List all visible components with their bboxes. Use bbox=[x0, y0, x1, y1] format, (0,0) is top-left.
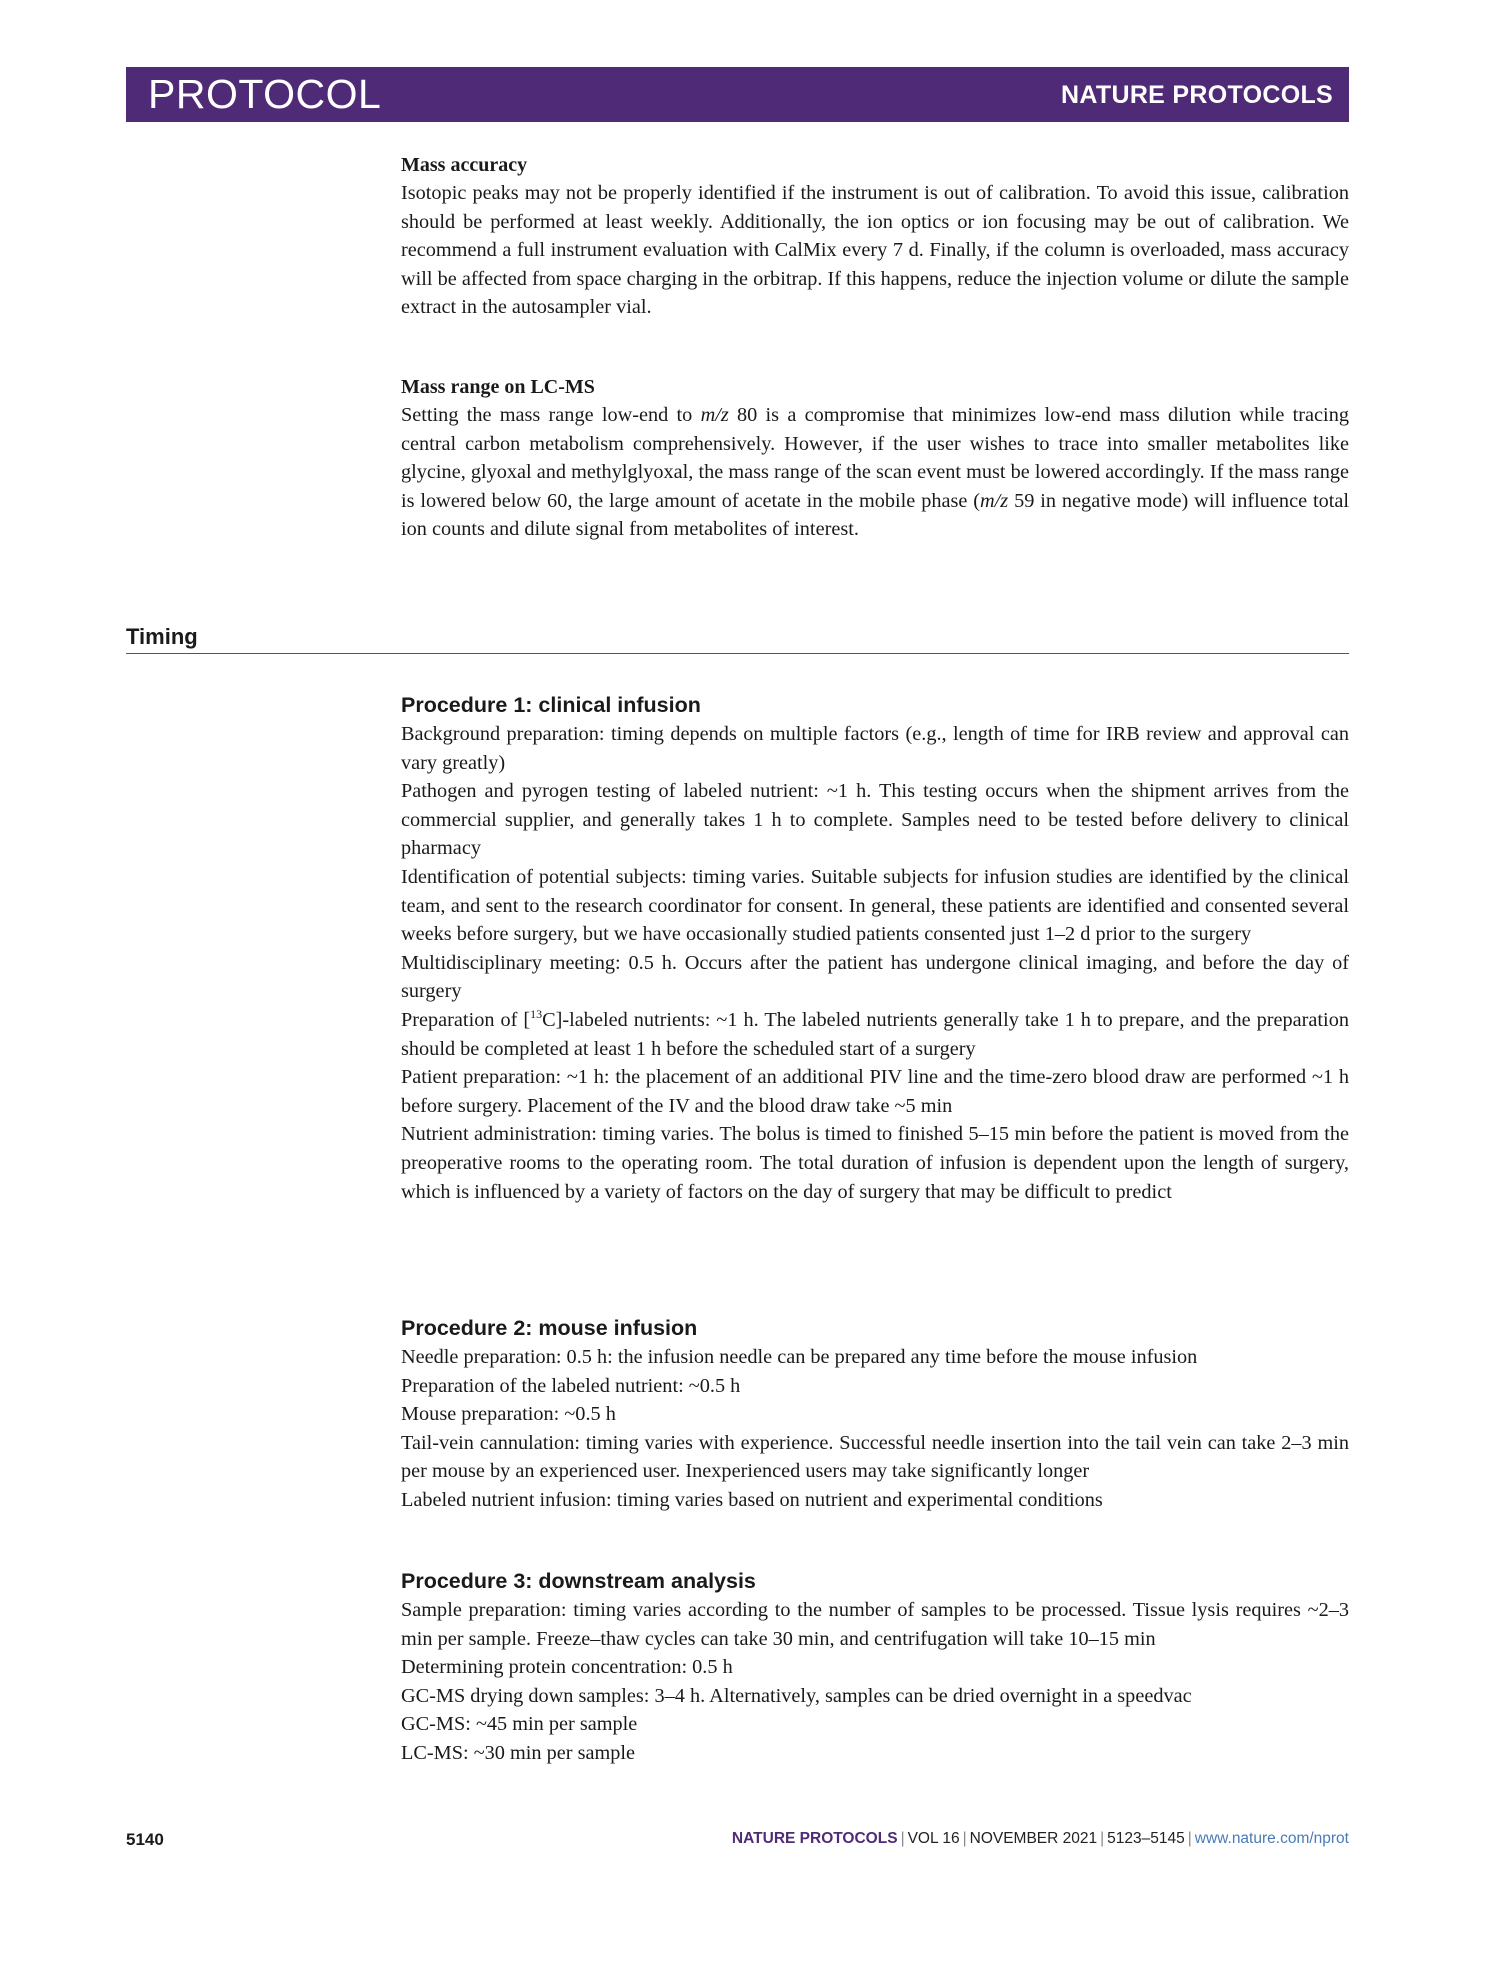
procedure-1-section bbox=[401, 690, 1349, 1206]
mass-accuracy-title: Mass accuracy bbox=[401, 154, 528, 176]
procedure-1-title: Procedure 1: clinical infusion bbox=[401, 693, 701, 717]
list-item: Mouse preparation: ~0.5 h bbox=[401, 1403, 616, 1426]
list-item: Preparation of the labeled nutrient: ~0.5 h bbox=[401, 1374, 741, 1397]
list-item: Preparation of [$^{13}$C]-labeled nutrients: ~1 h. The labeled nutrients generally take 1 h to prepare, and the preparation should be completed at least 1 h before the scheduled start of a surgery bbox=[401, 1007, 1349, 1060]
header-bar bbox=[126, 67, 1349, 122]
list-item: GC-MS: ~45 min per sample bbox=[401, 1713, 638, 1736]
procedure-1-items bbox=[401, 720, 1349, 1206]
mass-accuracy-section bbox=[401, 151, 1349, 322]
procedure-2-items bbox=[401, 1343, 1349, 1515]
list-item: Nutrient administration: timing varies. The bolus is timed to finished 5–15 min before the patient is moved from the preoperative rooms to the operating room. The total duration of infusion is dependent upon the length of surgery, which is influenced by a variety of factors on the day of surgery that may be difficult to predict bbox=[401, 1123, 1349, 1203]
list-item: Sample preparation: timing varies according to the number of samples to be processed. Tissue lysis requires ~2–3 min per sample. Freeze–thaw cycles can take 30 min, and centrifugation will take 10–15 min bbox=[401, 1599, 1349, 1650]
journal-name: NATURE PROTOCOLS bbox=[1061, 81, 1333, 109]
list-item: Multidisciplinary meeting: 0.5 h. Occurs after the patient has undergone clinical imaging, and before the day of surgery bbox=[401, 951, 1349, 1003]
footer-citation: NATURE PROTOCOLS | VOL 16 | NOVEMBER 2021 | 5123–5145 | www.nature.com/nprot bbox=[731, 1830, 1349, 1847]
list-item: LC-MS: ~30 min per sample bbox=[401, 1741, 636, 1764]
footer-journal: NATURE PROTOCOLS bbox=[731, 1830, 898, 1847]
mz-italic: m/z bbox=[700, 404, 729, 426]
mass-range-text: Setting the mass range low-end to m/z 80 is a compromise that minimizes low-end mass dilution while tracing central carbon metabolism comprehensively. However, if the user wishes to trace into smaller metabolites like glycine, glyoxal and methylglyoxal, the mass range of the scan event must be lowered accordingly. If the mass range is lowered below 60, the large amount of acetate in the mobile phase (m/z 59 in negative mode) will influence total ion counts and dilute signal from metabolites of interest. bbox=[401, 404, 1349, 541]
list-item: GC-MS drying down samples: 3–4 h. Alternatively, samples can be dried overnight in a speedvac bbox=[401, 1684, 1192, 1707]
footer-pages: 5123–5145 bbox=[1107, 1830, 1185, 1847]
procedure-2-title: Procedure 2: mouse infusion bbox=[401, 1316, 698, 1340]
list-item: Determining protein concentration: 0.5 h bbox=[401, 1656, 733, 1679]
list-item: Patient preparation: ~1 h: the placement of an additional PIV line and the time-zero blood draw are performed ~1 h before surgery. Placement of the IV and the blood draw take ~5 min bbox=[401, 1066, 1349, 1117]
timing-heading: Timing bbox=[126, 624, 198, 649]
mass-accuracy-text: Isotopic peaks may not be properly identified if the instrument is out of calibration. To avoid this issue, calibration should be performed at least weekly. Additionally, the ion optics or ion focusing may be out of calibration. We recommend a full instrument evaluation with CalMix every 7 d. Finally, if the column is overloaded, mass accuracy will be affected from space charging in the orbitrap. If this happens, reduce the injection volume or dilute the sample extract in the autosampler vial. bbox=[401, 182, 1349, 319]
procedure-3-title: Procedure 3: downstream analysis bbox=[401, 1569, 756, 1593]
footer-url-link[interactable]: www.nature.com/nprot bbox=[1194, 1830, 1349, 1847]
page-number: 5140 bbox=[126, 1830, 164, 1849]
procedure-2-section bbox=[401, 1313, 1349, 1515]
procedure-3-items bbox=[401, 1596, 1349, 1768]
list-item: Background preparation: timing depends on multiple factors (e.g., length of time for IRB review and approval can vary greatly) bbox=[401, 723, 1349, 774]
timing-divider bbox=[126, 653, 1349, 654]
list-item: Needle preparation: 0.5 h: the infusion needle can be prepared any time before the mouse infusion bbox=[401, 1346, 1198, 1368]
mass-range-title: Mass range on LC-MS bbox=[401, 376, 595, 398]
mz-italic: m/z bbox=[980, 489, 1009, 512]
footer-volume: VOL 16 bbox=[907, 1830, 960, 1847]
list-item: Labeled nutrient infusion: timing varies based on nutrient and experimental conditions bbox=[401, 1488, 1103, 1511]
mass-range-section bbox=[401, 373, 1349, 544]
list-item: Tail-vein cannulation: timing varies with experience. Successful needle insertion into the tail vein can take 2–3 min per mouse by an experienced user. Inexperienced users may take significantly longer bbox=[401, 1431, 1349, 1483]
procedure-3-section bbox=[401, 1566, 1349, 1768]
list-item: Identification of potential subjects: timing varies. Suitable subjects for infusion studies are identified by the clinical team, and sent to the research coordinator for consent. In general, these patients are identified and consented several weeks before surgery, but we have occasionally studied patients consented just 1–2 d prior to the surgery bbox=[401, 865, 1349, 946]
footer-date: NOVEMBER 2021 bbox=[969, 1830, 1098, 1847]
list-item: Pathogen and pyrogen testing of labeled nutrient: ~1 h. This testing occurs when the shipment arrives from the commercial supplier, and generally takes 1 h to complete. Samples need to be tested before delivery to clinical pharmacy bbox=[401, 780, 1349, 860]
section-type-label: PROTOCOL bbox=[148, 71, 382, 117]
